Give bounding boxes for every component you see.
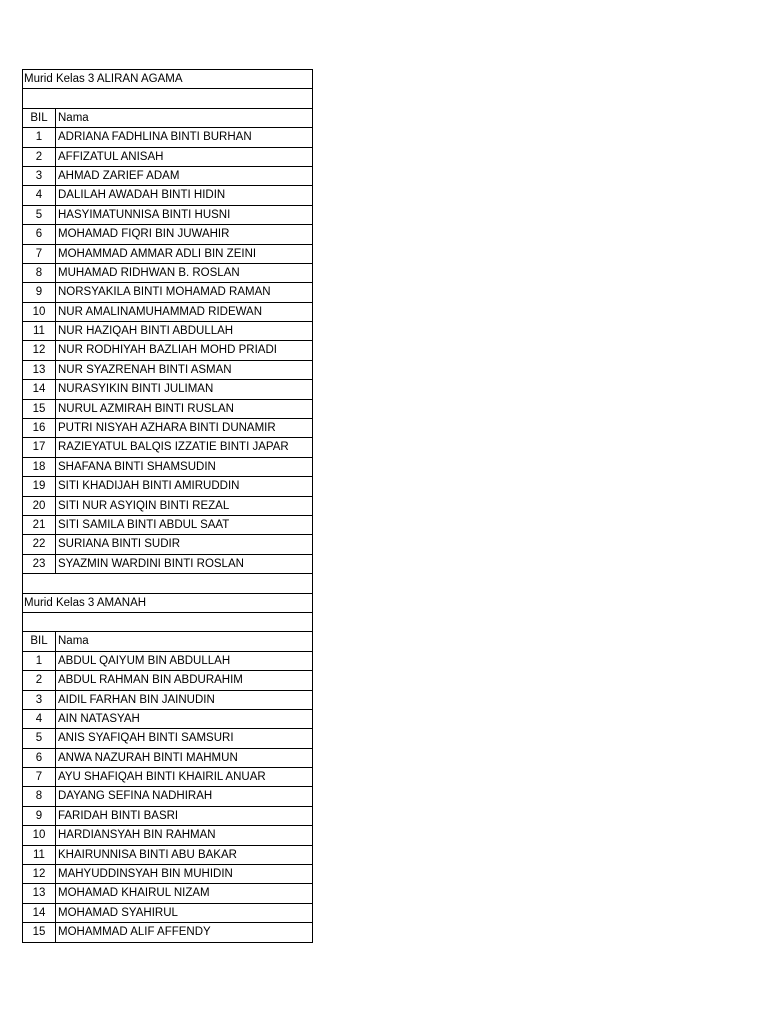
table-row bbox=[23, 341, 312, 360]
bil-cell: 4 bbox=[23, 710, 56, 728]
nama-cell: MAHYUDDINSYAH BIN MUHIDIN bbox=[58, 868, 233, 881]
bil-cell: 11 bbox=[23, 846, 56, 864]
bil-cell: 23 bbox=[23, 555, 56, 573]
nama-cell: DALILAH AWADAH BINTI HIDIN bbox=[58, 189, 226, 202]
nama-cell: SHAFANA BINTI SHAMSUDIN bbox=[58, 460, 216, 473]
bil-cell: 19 bbox=[23, 477, 56, 495]
nama-cell: NUR SYAZRENAH BINTI ASMAN bbox=[58, 363, 232, 376]
nama-cell: ABDUL RAHMAN BIN ABDURAHIM bbox=[58, 674, 243, 687]
table-row bbox=[23, 128, 312, 147]
bil-cell: 6 bbox=[23, 749, 56, 767]
table-row bbox=[23, 807, 312, 826]
nama-cell: AFFIZATUL ANISAH bbox=[58, 150, 164, 163]
nama-cell: MOHAMAD FIQRI BIN JUWAHIR bbox=[58, 228, 230, 241]
bil-cell: 15 bbox=[23, 923, 56, 941]
nama-cell: DAYANG SEFINA NADHIRAH bbox=[58, 790, 213, 803]
table-row bbox=[23, 264, 312, 283]
nama-cell: AYU SHAFIQAH BINTI KHAIRIL ANUAR bbox=[58, 771, 266, 784]
nama-header: Nama bbox=[58, 635, 89, 648]
nama-cell: PUTRI NISYAH AZHARA BINTI DUNAMIR bbox=[58, 422, 276, 435]
nama-cell: ANWA NAZURAH BINTI MAHMUN bbox=[58, 751, 238, 764]
student-list-sheet bbox=[22, 69, 313, 943]
table-row bbox=[23, 671, 312, 690]
section-title: Murid Kelas 3 ALIRAN AGAMA bbox=[24, 73, 183, 85]
bil-cell: 7 bbox=[23, 245, 56, 263]
bil-cell: 13 bbox=[23, 884, 56, 902]
blank-row bbox=[23, 613, 312, 632]
bil-cell: 16 bbox=[23, 419, 56, 437]
table-row bbox=[23, 438, 312, 457]
nama-cell: ADRIANA FADHLINA BINTI BURHAN bbox=[58, 131, 252, 144]
bil-cell: 2 bbox=[23, 671, 56, 689]
table-row bbox=[23, 710, 312, 729]
bil-cell: 3 bbox=[23, 167, 56, 185]
section-title-row bbox=[23, 70, 312, 89]
table-row bbox=[23, 787, 312, 806]
table-row bbox=[23, 535, 312, 554]
table-row bbox=[23, 206, 312, 225]
bil-cell: 6 bbox=[23, 225, 56, 243]
nama-cell: MOHAMMAD ALIF AFFENDY bbox=[58, 926, 211, 939]
table-row bbox=[23, 283, 312, 302]
section-title: Murid Kelas 3 AMANAH bbox=[24, 596, 147, 609]
bil-cell: 5 bbox=[23, 729, 56, 747]
nama-cell: AIDIL FARHAN BIN JAINUDIN bbox=[58, 693, 215, 706]
nama-cell: NURASYIKIN BINTI JULIMAN bbox=[58, 383, 214, 396]
table-row bbox=[23, 361, 312, 380]
nama-cell: MOHAMAD SYAHIRUL bbox=[58, 906, 178, 919]
column-header-row bbox=[23, 109, 312, 128]
table-row bbox=[23, 691, 312, 710]
nama-cell: MOHAMAD KHAIRUL NIZAM bbox=[58, 887, 210, 900]
bil-header: BIL bbox=[23, 109, 56, 127]
bil-cell: 10 bbox=[23, 303, 56, 321]
bil-cell: 5 bbox=[23, 206, 56, 224]
column-header-row bbox=[23, 632, 312, 651]
table-row bbox=[23, 516, 312, 535]
bil-cell: 18 bbox=[23, 458, 56, 476]
nama-cell: HARDIANSYAH BIN RAHMAN bbox=[58, 829, 216, 842]
bil-cell: 12 bbox=[23, 865, 56, 883]
table-row bbox=[23, 846, 312, 865]
nama-cell: NURUL AZMIRAH BINTI RUSLAN bbox=[58, 402, 234, 415]
bil-cell: 8 bbox=[23, 787, 56, 805]
table-row bbox=[23, 419, 312, 438]
bil-cell: 17 bbox=[23, 438, 56, 456]
table-row bbox=[23, 652, 312, 671]
nama-cell: AHMAD ZARIEF ADAM bbox=[58, 169, 180, 182]
bil-cell: 4 bbox=[23, 186, 56, 204]
table-row bbox=[23, 148, 312, 167]
table-row bbox=[23, 167, 312, 186]
nama-cell: MUHAMAD RIDHWAN B. ROSLAN bbox=[58, 266, 240, 279]
nama-cell: HASYIMATUNNISA BINTI HUSNI bbox=[58, 208, 231, 221]
nama-cell: FARIDAH BINTI BASRI bbox=[58, 809, 179, 822]
bil-cell: 1 bbox=[23, 128, 56, 146]
table-row bbox=[23, 904, 312, 923]
nama-cell: SITI SAMILA BINTI ABDUL SAAT bbox=[58, 518, 230, 531]
table-row bbox=[23, 477, 312, 496]
table-row bbox=[23, 458, 312, 477]
nama-cell: ANIS SYAFIQAH BINTI SAMSURI bbox=[58, 732, 234, 745]
table-row bbox=[23, 865, 312, 884]
nama-cell: ABDUL QAIYUM BIN ABDULLAH bbox=[58, 654, 231, 667]
blank-row bbox=[23, 89, 312, 108]
section-title-row bbox=[23, 594, 312, 613]
table-row bbox=[23, 380, 312, 399]
bil-cell: 15 bbox=[23, 400, 56, 418]
blank-row bbox=[23, 574, 312, 593]
table-row bbox=[23, 923, 312, 942]
nama-cell: NUR RODHIYAH BAZLIAH MOHD PRIADI bbox=[58, 344, 277, 357]
nama-cell: RAZIEYATUL BALQIS IZZATIE BINTI JAPAR bbox=[58, 441, 289, 454]
nama-header: Nama bbox=[58, 111, 89, 124]
nama-cell: AIN NATASYAH bbox=[58, 712, 140, 725]
nama-cell: NUR HAZIQAH BINTI ABDULLAH bbox=[58, 325, 234, 338]
nama-cell: SITI NUR ASYIQIN BINTI REZAL bbox=[58, 499, 230, 512]
bil-cell: 14 bbox=[23, 904, 56, 922]
nama-cell: KHAIRUNNISA BINTI ABU BAKAR bbox=[58, 848, 237, 861]
bil-cell: 9 bbox=[23, 283, 56, 301]
bil-cell: 20 bbox=[23, 497, 56, 515]
table-row bbox=[23, 400, 312, 419]
nama-cell: SYAZMIN WARDINI BINTI ROSLAN bbox=[58, 557, 244, 570]
table-row bbox=[23, 245, 312, 264]
nama-cell: NUR AMALINAMUHAMMAD RIDEWAN bbox=[58, 305, 263, 318]
bil-cell: 22 bbox=[23, 535, 56, 553]
table-row bbox=[23, 497, 312, 516]
bil-cell: 7 bbox=[23, 768, 56, 786]
bil-cell: 8 bbox=[23, 264, 56, 282]
table-row bbox=[23, 768, 312, 787]
nama-cell: SITI KHADIJAH BINTI AMIRUDDIN bbox=[58, 480, 240, 493]
table-row bbox=[23, 322, 312, 341]
bil-cell: 2 bbox=[23, 148, 56, 166]
table-row bbox=[23, 826, 312, 845]
table-row bbox=[23, 884, 312, 903]
table-row bbox=[23, 303, 312, 322]
bil-cell: 1 bbox=[23, 652, 56, 670]
nama-cell: SURIANA BINTI SUDIR bbox=[58, 538, 181, 551]
table-row bbox=[23, 186, 312, 205]
bil-cell: 14 bbox=[23, 380, 56, 398]
bil-cell: 13 bbox=[23, 361, 56, 379]
nama-cell: MOHAMMAD AMMAR ADLI BIN ZEINI bbox=[58, 247, 257, 260]
bil-cell: 9 bbox=[23, 807, 56, 825]
bil-cell: 10 bbox=[23, 826, 56, 844]
table-row bbox=[23, 555, 312, 574]
bil-cell: 11 bbox=[23, 322, 56, 340]
bil-cell: 3 bbox=[23, 691, 56, 709]
bil-header: BIL bbox=[23, 632, 56, 650]
bil-cell: 12 bbox=[23, 341, 56, 359]
table-row bbox=[23, 749, 312, 768]
table-row bbox=[23, 729, 312, 748]
bil-cell: 21 bbox=[23, 516, 56, 534]
table-row bbox=[23, 225, 312, 244]
nama-cell: NORSYAKILA BINTI MOHAMAD RAMAN bbox=[58, 286, 271, 299]
